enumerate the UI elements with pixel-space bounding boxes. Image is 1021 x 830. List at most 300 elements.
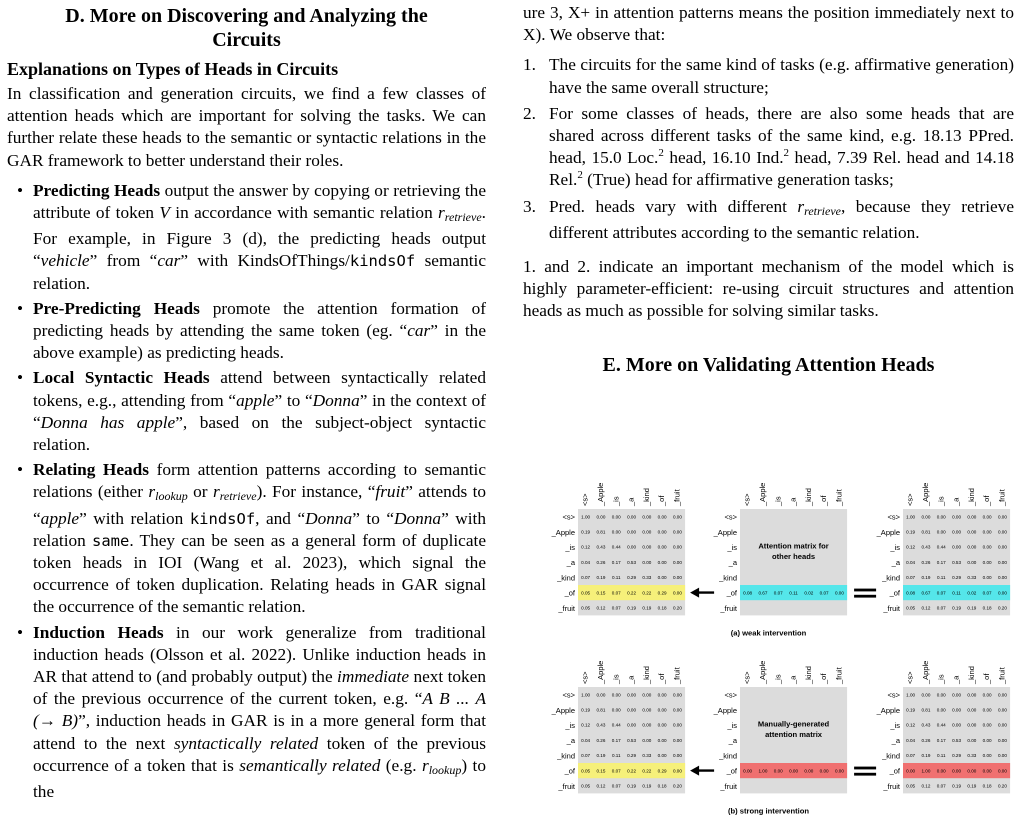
a-left-cell-value: 0.19 <box>627 605 637 611</box>
b-right-cell-value: 0.53 <box>952 737 962 743</box>
b-right-cell-value: 0.00 <box>967 707 977 713</box>
b-mid-cell-value: 0.00 <box>743 768 753 774</box>
section-d-title: D. More on Discovering and Analyzing the Circuits <box>65 5 428 51</box>
b-left-cell-value: 0.81 <box>596 707 606 713</box>
a-right-cell-value: 0.43 <box>921 544 931 550</box>
a-left-cell-value: 0.53 <box>627 559 637 565</box>
a-left-cell-value: 0.07 <box>611 605 621 611</box>
a-left-col-label: _kind <box>641 488 651 506</box>
a-left-row-label: _of <box>564 588 575 598</box>
a-mid-cell-value: 0.11 <box>789 590 798 596</box>
b-left-cell-value: 0.20 <box>672 783 682 789</box>
b-left-cell-value: 0.19 <box>581 707 591 713</box>
a-mid-col-label: _fruit <box>834 489 844 506</box>
b-right-cell-value: 0.00 <box>982 707 992 713</box>
a-left-cell-value: 0.22 <box>642 590 652 596</box>
a-left-cell-value: 0.17 <box>611 559 621 565</box>
b-right-cell-value: 0.00 <box>997 753 1007 759</box>
b-right-row-label: _a <box>891 736 900 746</box>
a-right-cell-value: 0.81 <box>921 529 931 535</box>
a-left-row-label: _is <box>565 543 575 552</box>
a-mid-cell-value: 0.07 <box>819 590 829 596</box>
a-left-cell-value: 0.44 <box>611 544 621 550</box>
a-right-cell-value: 0.00 <box>952 544 962 550</box>
a-left-col-label: _fruit <box>672 489 682 506</box>
a-right-col-label: _Apple <box>920 482 930 506</box>
b-mid-col-label: _Apple <box>757 660 767 684</box>
b-equals-bar2 <box>854 773 876 776</box>
a-left-col-label: <s> <box>580 493 590 506</box>
b-right-cell-value: 0.05 <box>906 783 916 789</box>
subsection-title: Explanations on Types of Heads in Circuits <box>7 59 339 79</box>
b-right-col-label: _fruit <box>997 667 1007 684</box>
a-left-col-label: _Apple <box>595 482 605 506</box>
a-right-cell-value: 0.67 <box>921 590 931 596</box>
a-left-cell-value: 0.22 <box>627 590 637 596</box>
b-right-row-label: _kind <box>882 751 900 761</box>
a-right-cell-value: 0.00 <box>952 514 962 520</box>
a-left-cell-value: 0.05 <box>581 590 591 596</box>
a-left-cell-value: 0.12 <box>596 605 606 611</box>
a-right-cell-value: 0.19 <box>906 529 916 535</box>
b-right-cell-value: 0.00 <box>952 722 962 728</box>
a-left-cell-value: 0.00 <box>627 514 637 520</box>
b-left-col-label: _a <box>626 675 636 684</box>
a-right-cell-value: 0.00 <box>997 575 1007 581</box>
b-right-row-label: _fruit <box>883 781 900 791</box>
b-left-cell-value: 0.18 <box>657 783 667 789</box>
b-right-cell-value: 0.33 <box>967 753 977 759</box>
right-column <box>523 0 1014 377</box>
a-left-row-label: _Apple <box>551 527 575 537</box>
a-right-cell-value: 0.00 <box>967 559 977 565</box>
b-right-cell-value: 0.19 <box>906 707 916 713</box>
caption-b: (b) strong intervention <box>728 806 809 816</box>
b-left-cell-value: 0.04 <box>581 737 591 743</box>
b-left-cell-value: 0.22 <box>642 768 652 774</box>
a-right-cell-value: 0.00 <box>936 514 946 520</box>
a-left-cell-value: 0.00 <box>672 575 682 581</box>
b-right-cell-value: 0.00 <box>967 737 977 743</box>
bullet-induction-heads: • Induction Heads in our work generalize from traditional induction heads (Olsson et al. 2022). Unlike induction heads in AR that attend to (and probably output) the immediate next token of the previous occurrence of the current token, e.g. “A B ... A (→ B)”, induction heads in GAR is in a more general form that attend to the next syntactically related token of the previous occurrence of a token that is semantically related (e.g. rlookup) to the <box>7 622 486 804</box>
a-right-cell-value: 0.11 <box>936 575 946 581</box>
a-right-cell-value: 0.00 <box>967 514 977 520</box>
b-left-cell-value: 0.12 <box>596 783 606 789</box>
a-right-cell-value: 0.00 <box>997 590 1007 596</box>
a-right-row-label: _kind <box>882 573 900 583</box>
a-right-cell-value: 0.18 <box>982 605 992 611</box>
b-left-cell-value: 0.12 <box>581 722 591 728</box>
a-left-cell-value: 0.07 <box>611 590 621 596</box>
b-arrow-head <box>690 766 699 776</box>
a-right-cell-value: 0.08 <box>906 590 916 596</box>
b-right-cell-value: 0.00 <box>997 692 1007 698</box>
b-left-cell-value: 0.00 <box>657 737 667 743</box>
a-left-cell-value: 0.33 <box>642 575 652 581</box>
b-mid-row-label: _of <box>726 766 737 776</box>
a-right-cell-value: 0.29 <box>952 575 962 581</box>
b-right-cell-value: 0.00 <box>936 707 946 713</box>
b-right-cell-value: 0.00 <box>982 768 992 774</box>
b-right-cell-value: 0.11 <box>936 753 946 759</box>
b-right-cell-value: 0.19 <box>967 783 977 789</box>
a-mid-cell-value: 0.67 <box>758 590 768 596</box>
a-right-col-label: _a <box>951 497 961 506</box>
b-left-cell-value: 0.00 <box>672 692 682 698</box>
b-left-col-label: <s> <box>580 671 590 684</box>
a-right-cell-value: 0.07 <box>906 575 916 581</box>
b-left-col-label: _is <box>611 674 621 684</box>
b-left-cell-value: 0.00 <box>627 692 637 698</box>
a-left-cell-value: 0.00 <box>642 544 652 550</box>
b-mid-col-label: _is <box>773 674 783 684</box>
b-right-cell-value: 0.44 <box>936 722 946 728</box>
b-left-cell-value: 0.00 <box>611 692 621 698</box>
b-mid-box-text: Manually-generated <box>757 719 830 729</box>
a-mid-row-label: <s> <box>724 512 737 522</box>
b-left-cell-value: 0.43 <box>596 722 606 728</box>
b-left-cell-value: 0.11 <box>611 753 621 759</box>
b-right-col-label: <s> <box>905 671 915 684</box>
b-left-cell-value: 0.19 <box>627 783 637 789</box>
bullet-predicting-heads: • Predicting Heads output the answer by copying or retrieving the attribute of token V in accordance with semantic relation rretrieve. For example, in Figure 3 (d), the predicting heads output “vehicle” from “car” with KindsOfThings/kindsOf semantic relation. <box>7 180 486 295</box>
b-right-cell-value: 1.00 <box>921 768 931 774</box>
b-left-cell-value: 0.00 <box>657 692 667 698</box>
b-right-cell-value: 0.19 <box>952 783 962 789</box>
a-left-col-label: _is <box>611 496 621 506</box>
b-right-col-label: _Apple <box>920 660 930 684</box>
b-left-cell-value: 0.00 <box>642 722 652 728</box>
b-left-cell-value: 0.05 <box>581 783 591 789</box>
a-mid-row-label: _is <box>727 543 737 552</box>
bullet-relating-heads: • Relating Heads form attention patterns according to semantic relations (either rlookup or rretrieve). For instance, “fruit” attends to “apple” with relation kindsOf, and “Donna” to “Donna” with relation same. They can be seen as a general form of duplicate token heads in IOI (Wang et al. 2023), which signal the occurrence of token duplication. Relating heads in GAR signal the occurrence of the semantic relation. <box>7 459 486 618</box>
b-mid-cell-value: 0.00 <box>834 768 844 774</box>
b-right-cell-value: 0.00 <box>906 768 916 774</box>
a-mid-box-text: other heads <box>772 552 816 562</box>
a-left-cell-value: 0.00 <box>642 529 652 535</box>
a-left-cell-value: 0.00 <box>657 559 667 565</box>
a-left-cell-value: 0.15 <box>596 590 606 596</box>
b-left-cell-value: 0.00 <box>611 707 621 713</box>
b-right-cell-value: 0.12 <box>921 783 931 789</box>
observations-list <box>523 54 1014 244</box>
b-right-cell-value: 0.00 <box>982 722 992 728</box>
observation-3: 3. Pred. heads vary with different rretrieve, because they retrieve different attributes according to the semantic relation. <box>523 196 1014 242</box>
b-right-cell-value: 0.00 <box>967 722 977 728</box>
b-mid-cell-value: 0.00 <box>789 768 799 774</box>
a-right-cell-value: 0.02 <box>967 590 977 596</box>
a-left-cell-value: 0.12 <box>581 544 591 550</box>
left-column <box>7 0 486 806</box>
a-mid-row-label: _of <box>726 588 737 598</box>
a-right-cell-value: 0.00 <box>982 544 992 550</box>
a-right-cell-value: 0.05 <box>906 605 916 611</box>
a-left-cell-value: 0.43 <box>596 544 606 550</box>
a-right-cell-value: 0.19 <box>952 605 962 611</box>
a-mid-cell-value: 0.08 <box>743 590 753 596</box>
b-left-cell-value: 0.00 <box>627 722 637 728</box>
a-right-cell-value: 0.19 <box>921 575 931 581</box>
b-left-row-label: _is <box>565 721 575 730</box>
a-right-cell-value: 0.00 <box>936 529 946 535</box>
a-right-col-label: _is <box>936 496 946 506</box>
b-right-cell-value: 0.07 <box>906 753 916 759</box>
b-right-cell-value: 0.19 <box>921 753 931 759</box>
b-right-row-label: _of <box>889 766 900 776</box>
caption-a: (a) weak intervention <box>730 628 807 638</box>
a-right-cell-value: 0.00 <box>982 529 992 535</box>
a-left-cell-value: 0.19 <box>581 529 591 535</box>
b-right-cell-value: 0.43 <box>921 722 931 728</box>
a-right-cell-value: 0.07 <box>936 605 946 611</box>
a-left-row-label: _a <box>566 558 575 568</box>
b-right-cell-value: 0.00 <box>921 692 931 698</box>
b-right-cell-value: 0.00 <box>982 692 992 698</box>
b-right-cell-value: 0.29 <box>952 753 962 759</box>
b-right-cell-value: 0.00 <box>997 768 1007 774</box>
b-left-row-label: _fruit <box>558 781 575 791</box>
a-left-cell-value: 0.00 <box>611 514 621 520</box>
attention-intervention-figure <box>523 455 1014 825</box>
b-mid-row-label: _fruit <box>720 781 737 791</box>
a-right-cell-value: 0.00 <box>997 559 1007 565</box>
b-mid-row-label: _Apple <box>713 705 737 715</box>
a-left-cell-value: 0.11 <box>611 575 621 581</box>
b-right-col-label: _is <box>936 674 946 684</box>
a-mid-col-label: _a <box>788 497 798 506</box>
b-left-cell-value: 0.44 <box>611 722 621 728</box>
a-mid-row-label: _a <box>728 558 737 568</box>
a-right-cell-value: 0.20 <box>997 605 1007 611</box>
b-left-row-label: <s> <box>562 690 575 700</box>
a-left-cell-value: 0.07 <box>581 575 591 581</box>
a-left-cell-value: 0.00 <box>672 544 682 550</box>
a-equals <box>854 589 876 592</box>
b-right-col-label: _of <box>982 673 992 684</box>
a-left-cell-value: 0.19 <box>596 575 606 581</box>
a-left-cell-value: 0.00 <box>657 529 667 535</box>
a-left-col-label: _a <box>626 497 636 506</box>
a-mid-col-label: _of <box>819 495 829 506</box>
a-right-cell-value: 0.12 <box>906 544 916 550</box>
a-left-cell-value: 0.00 <box>657 575 667 581</box>
b-right-cell-value: 0.00 <box>982 737 992 743</box>
b-left-cell-value: 0.07 <box>611 768 621 774</box>
a-equals-bar2 <box>854 595 876 598</box>
b-right-cell-value: 0.00 <box>952 707 962 713</box>
b-mid-row-label: _kind <box>719 751 737 761</box>
b-right-col-label: _a <box>951 675 961 684</box>
b-left-cell-value: 0.00 <box>642 692 652 698</box>
b-mid-col-label: _of <box>819 673 829 684</box>
b-left-row-label: _Apple <box>551 705 575 715</box>
b-right-cell-value: 0.20 <box>997 783 1007 789</box>
b-left-cell-value: 0.00 <box>672 753 682 759</box>
b-left-cell-value: 0.00 <box>657 753 667 759</box>
a-left-cell-value: 0.00 <box>627 529 637 535</box>
intro-paragraph: In classification and generation circuits, we find a few classes of attention heads which are important for solving the tasks. We can further relate these heads to the semantic or syntactic relations in the GAR framework to better understand their roles. <box>7 84 486 170</box>
a-left-cell-value: 0.81 <box>596 529 606 535</box>
b-mid-cell-value: 1.00 <box>758 768 768 774</box>
b-left-cell-value: 0.00 <box>672 707 682 713</box>
a-left-cell-value: 0.00 <box>642 559 652 565</box>
a-left-cell-value: 0.00 <box>611 529 621 535</box>
a-right-cell-value: 0.19 <box>967 605 977 611</box>
b-left-cell-value: 0.07 <box>611 783 621 789</box>
b-mid-col-label: _kind <box>803 666 813 684</box>
a-right-cell-value: 0.00 <box>982 514 992 520</box>
b-right-cell-value: 0.07 <box>936 783 946 789</box>
a-right-cell-value: 1.00 <box>906 514 916 520</box>
b-left-cell-value: 0.29 <box>657 768 667 774</box>
b-right-cell-value: 0.04 <box>906 737 916 743</box>
a-left-cell-value: 1.00 <box>581 514 591 520</box>
a-right-row-label: _of <box>889 588 900 598</box>
a-arrow-head <box>690 588 699 598</box>
a-right-cell-value: 0.00 <box>997 544 1007 550</box>
a-left-cell-value: 0.18 <box>657 605 667 611</box>
b-mid-cell-value: 0.00 <box>773 768 783 774</box>
b-left-cell-value: 0.00 <box>627 707 637 713</box>
b-left-cell-value: 0.00 <box>642 707 652 713</box>
b-mid-col-label: <s> <box>742 671 752 684</box>
a-right-col-label: _fruit <box>997 489 1007 506</box>
b-right-cell-value: 0.00 <box>997 707 1007 713</box>
observation-1: 1. The circuits for the same kind of tasks (e.g. affirmative generation) have the same overall structure; <box>523 55 1014 97</box>
a-left-cell-value: 0.00 <box>657 514 667 520</box>
a-left-cell-value: 0.19 <box>642 605 652 611</box>
b-right-cell-value: 0.00 <box>952 768 962 774</box>
a-left-cell-value: 0.00 <box>627 544 637 550</box>
a-right-row-label: <s> <box>887 512 900 522</box>
a-left-row-label: _fruit <box>558 603 575 613</box>
a-right-col-label: _of <box>982 495 992 506</box>
a-right-row-label: _is <box>890 543 900 552</box>
b-left-cell-value: 1.00 <box>581 692 591 698</box>
b-right-cell-value: 0.00 <box>997 722 1007 728</box>
b-mid-col-label: _a <box>788 675 798 684</box>
a-right-cell-value: 0.26 <box>921 559 931 565</box>
a-left-cell-value: 0.00 <box>672 529 682 535</box>
a-left-row-label: <s> <box>562 512 575 522</box>
a-right-cell-value: 0.00 <box>952 529 962 535</box>
b-mid-cell-value: 0.00 <box>819 768 829 774</box>
b-left-cell-value: 0.00 <box>657 722 667 728</box>
a-right-row-label: _fruit <box>883 603 900 613</box>
bullet-local-syntactic-heads: • Local Syntactic Heads attend between syntactically related tokens, e.g., attending from “apple” to “Donna” in the context of “Donna has apple”, based on the subject-object syntactic relation. <box>7 367 486 456</box>
closing-paragraph: 1. and 2. indicate an important mechanism of the model which is highly parameter-efficient: re-using circuit structures and attention heads as much as possible for solving similar tasks. <box>523 257 1014 321</box>
a-right-cell-value: 0.00 <box>982 559 992 565</box>
a-left-cell-value: 0.00 <box>596 514 606 520</box>
a-right-col-label: <s> <box>905 493 915 506</box>
a-right-cell-value: 0.07 <box>982 590 992 596</box>
b-right-cell-value: 0.00 <box>936 692 946 698</box>
a-left-cell-value: 0.26 <box>596 559 606 565</box>
a-right-cell-value: 0.00 <box>921 514 931 520</box>
a-right-cell-value: 0.12 <box>921 605 931 611</box>
a-mid-row-label: _fruit <box>720 603 737 613</box>
b-left-cell-value: 0.00 <box>672 768 682 774</box>
b-mid-box-text: attention matrix <box>765 730 823 740</box>
a-mid-col-label: _is <box>773 496 783 506</box>
a-right-cell-value: 0.53 <box>952 559 962 565</box>
b-left-cell-value: 0.26 <box>596 737 606 743</box>
b-left-cell-value: 0.00 <box>672 722 682 728</box>
a-mid-cell-value: 0.02 <box>804 590 814 596</box>
b-right-cell-value: 0.00 <box>936 768 946 774</box>
a-right-cell-value: 0.00 <box>997 529 1007 535</box>
b-left-row-label: _of <box>564 766 575 776</box>
b-left-row-label: _a <box>566 736 575 746</box>
b-right-cell-value: 0.81 <box>921 707 931 713</box>
b-mid-row-label: _is <box>727 721 737 730</box>
b-right-cell-value: 1.00 <box>906 692 916 698</box>
b-left-cell-value: 0.15 <box>596 768 606 774</box>
a-left-cell-value: 0.00 <box>642 514 652 520</box>
b-left-cell-value: 0.19 <box>596 753 606 759</box>
a-right-cell-value: 0.17 <box>936 559 946 565</box>
b-right-cell-value: 0.00 <box>997 737 1007 743</box>
b-left-col-label: _fruit <box>672 667 682 684</box>
a-left-cell-value: 0.29 <box>657 590 667 596</box>
a-right-col-label: _kind <box>966 488 976 506</box>
continuation-text: ure 3, X+ in attention patterns means the position immediately next to X). We observe that: <box>523 3 1014 45</box>
a-right-row-label: _a <box>891 558 900 568</box>
a-left-cell-value: 0.29 <box>627 575 637 581</box>
a-right-cell-value: 0.44 <box>936 544 946 550</box>
a-right-cell-value: 0.00 <box>967 544 977 550</box>
a-mid-cell-value: 0.07 <box>773 590 783 596</box>
a-mid-row-label: _kind <box>719 573 737 583</box>
a-left-cell-value: 0.20 <box>672 605 682 611</box>
b-mid-row-label: _a <box>728 736 737 746</box>
b-equals <box>854 767 876 770</box>
b-right-col-label: _kind <box>966 666 976 684</box>
b-right-row-label: <s> <box>887 690 900 700</box>
b-right-cell-value: 0.00 <box>952 692 962 698</box>
b-left-cell-value: 0.07 <box>581 753 591 759</box>
b-right-row-label: _is <box>890 721 900 730</box>
b-mid-cell-value: 0.00 <box>804 768 814 774</box>
b-right-cell-value: 0.00 <box>967 768 977 774</box>
figure-svg <box>523 455 1014 825</box>
b-right-cell-value: 0.18 <box>982 783 992 789</box>
b-left-cell-value: 0.33 <box>642 753 652 759</box>
b-right-row-label: _Apple <box>876 705 900 715</box>
b-mid-row-label: <s> <box>724 690 737 700</box>
b-left-row-label: _kind <box>557 751 575 761</box>
a-right-row-label: _Apple <box>876 527 900 537</box>
a-right-cell-value: 0.04 <box>906 559 916 565</box>
a-mid-col-label: _kind <box>803 488 813 506</box>
a-left-cell-value: 0.00 <box>672 559 682 565</box>
b-left-cell-value: 0.22 <box>627 768 637 774</box>
a-left-col-label: _of <box>657 495 667 506</box>
a-right-cell-value: 0.00 <box>997 514 1007 520</box>
a-mid-row-label: _Apple <box>713 527 737 537</box>
b-right-cell-value: 0.17 <box>936 737 946 743</box>
a-right-cell-value: 0.00 <box>967 529 977 535</box>
b-left-cell-value: 0.29 <box>627 753 637 759</box>
a-mid-cell-value: 0.00 <box>834 590 844 596</box>
a-right-cell-value: 0.11 <box>952 590 961 596</box>
b-left-cell-value: 0.00 <box>657 707 667 713</box>
section-e-title: E. More on Validating Attention Heads <box>602 353 935 376</box>
a-left-row-label: _kind <box>557 573 575 583</box>
a-left-cell-value: 0.04 <box>581 559 591 565</box>
b-left-cell-value: 0.53 <box>627 737 637 743</box>
head-types-list <box>7 180 486 803</box>
